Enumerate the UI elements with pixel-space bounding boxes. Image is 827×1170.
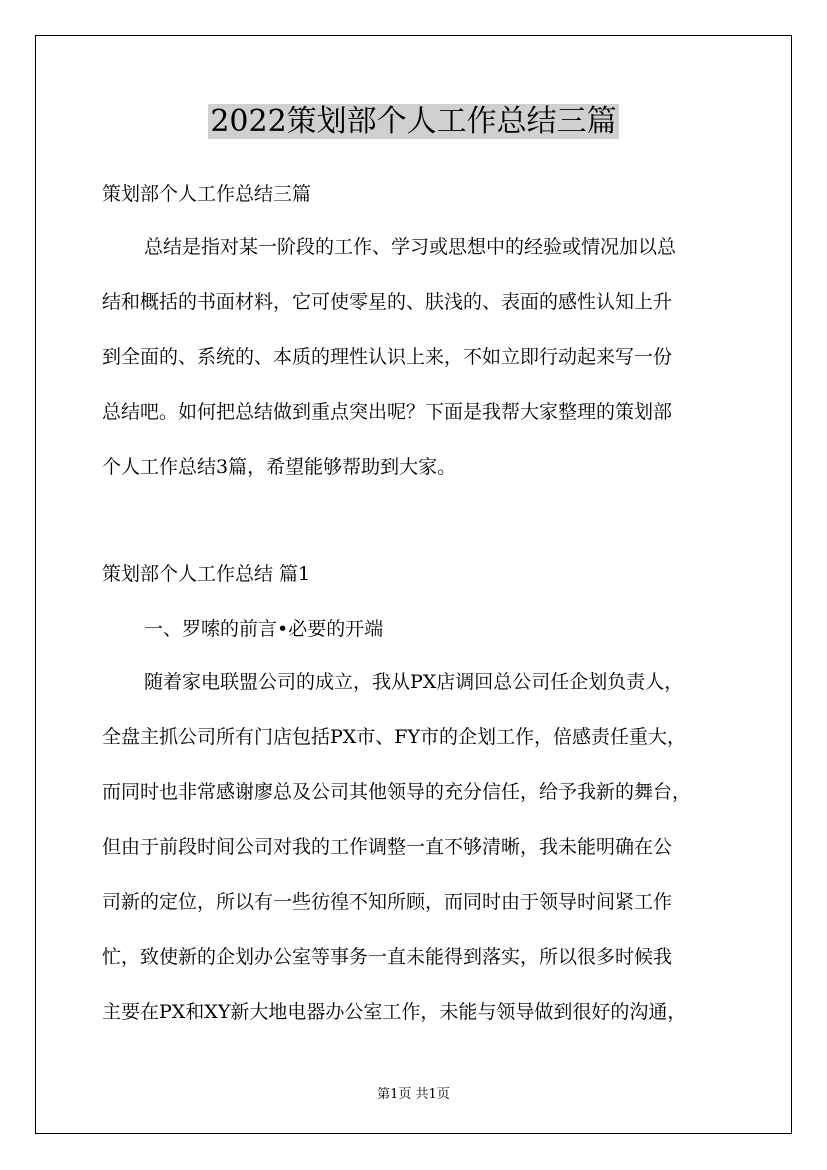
intro-line: 总结是指对某一阶段的工作、学习或思想中的经验或情况加以总 — [144, 236, 677, 258]
subheading: 一、罗嗦的前言•必要的开端 — [144, 618, 384, 640]
body-line: 但由于前段时间公司对我的工作调整一直不够清晰，我未能明确在公 — [102, 836, 673, 858]
section-heading: 策划部个人工作总结 篇1 — [102, 563, 311, 585]
body-line: 随着家电联盟公司的成立，我从PX店调回总公司任企划负责人， — [144, 671, 684, 693]
body-line: 忙，致使新的企划办公室等事务一直未能得到落实，所以很多时候我 — [102, 946, 673, 968]
body-line: 主要在PX和XY新大地电器办公室工作，未能与领导做到很好的沟通， — [102, 1001, 687, 1023]
body-line: 全盘主抓公司所有门店包括PX市、FY市的企划工作，倍感责任重大， — [102, 726, 687, 748]
intro-line: 个人工作总结3篇，希望能够帮助到大家。 — [102, 456, 457, 478]
document-subtitle: 策划部个人工作总结三篇 — [102, 183, 312, 205]
intro-line: 结和概括的书面材料，它可使零星的、肤浅的、表面的感性认知上升 — [102, 291, 673, 313]
document-title: 2022策划部个人工作总结三篇 — [210, 104, 617, 139]
intro-line: 到全面的、系统的、本质的理性认识上来，不如立即行动起来写一份 — [102, 346, 673, 368]
body-line: 而同时也非常感谢廖总及公司其他领导的充分信任，给予我新的舞台， — [102, 781, 692, 803]
page-footer: 第1页 共1页 — [377, 1087, 450, 1102]
intro-line: 总结吧。如何把总结做到重点突出呢？下面是我帮大家整理的策划部 — [102, 401, 673, 423]
body-line: 司新的定位，所以有一些彷徨不知所顾，而同时由于领导时间紧工作 — [102, 891, 673, 913]
